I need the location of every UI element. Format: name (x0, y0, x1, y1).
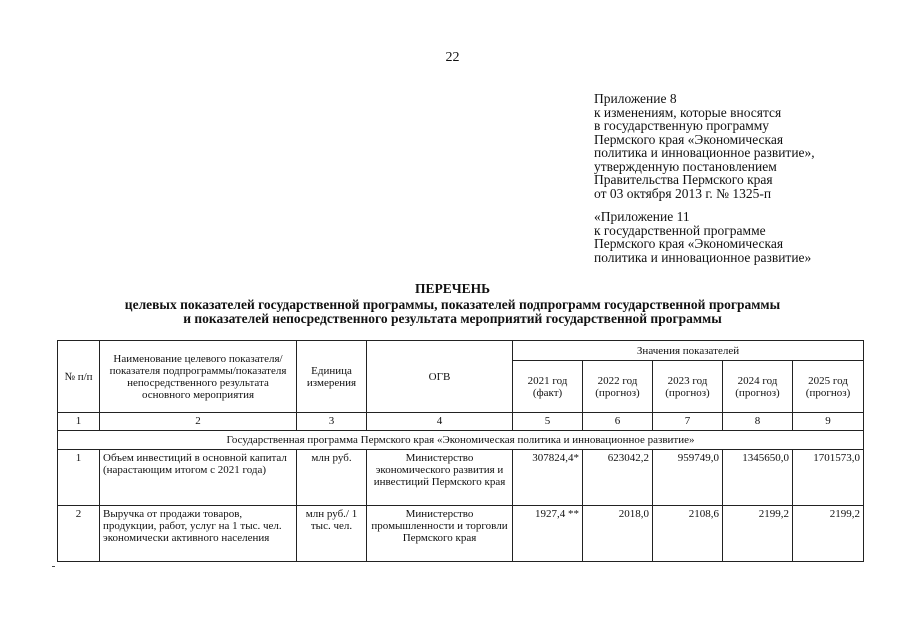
row-value: 1345650,0 (723, 450, 793, 506)
row-value: 623042,2 (583, 450, 653, 506)
header-num: № п/п (58, 341, 100, 413)
row-value: 2199,2 (793, 506, 864, 562)
header-year: 2021 год (факт) (513, 361, 583, 413)
header-year: 2025 год (прогноз) (793, 361, 864, 413)
header-ogv: ОГВ (367, 341, 513, 413)
section-title: Государственная программа Пермского края «Экономическая политика и инновационное развитие» (58, 431, 864, 450)
appendix-8-line: Пермского края «Экономическая (594, 131, 784, 147)
row-num: 1 (58, 450, 100, 506)
indicators-table (57, 340, 864, 562)
row-name: Объем инвестиций в основной капитал (нарастающим итогом с 2021 года) (100, 450, 297, 506)
column-number: 5 (513, 413, 583, 431)
row-name: Выручка от продажи товаров, продукции, работ, услуг на 1 тыс. чел. экономически активного населения (100, 506, 297, 562)
document-subtitle (0, 298, 905, 326)
row-num: 2 (58, 506, 100, 562)
appendix-8-line: Правительства Пермского края (594, 172, 773, 187)
row-value: 1927,4 ** (513, 506, 583, 562)
row-ogv: Министерство промышленности и торговли Пермского края (367, 506, 513, 562)
header-year: 2022 год (прогноз) (583, 361, 653, 413)
header-name: Наименование целевого показателя/показателя подпрограммы/показателя непосредственного результата основного мероприятия (100, 341, 297, 413)
appendix-11-block (594, 210, 811, 264)
row-unit: млн руб./ 1 тыс. чел. (297, 506, 367, 562)
subtitle-line: целевых показателей государственной программы, показателей подпрограмм государственной программы (124, 297, 781, 312)
appendix-11-line: политика и инновационное развитие» (594, 249, 812, 265)
appendix-8-line: политика и инновационное развитие», (594, 145, 815, 160)
appendix-11-line: Пермского края «Экономическая (594, 236, 784, 251)
header-values-group: Значения показателей (513, 341, 864, 361)
column-number: 3 (297, 413, 367, 431)
column-number: 4 (367, 413, 513, 431)
row-value: 2018,0 (583, 506, 653, 562)
scan-artifact (52, 566, 55, 567)
table-row (58, 450, 864, 506)
row-ogv: Министерство экономического развития и инвестиций Пермского края (367, 450, 513, 506)
appendix-8-block (594, 92, 815, 200)
header-year: 2023 год (прогноз) (653, 361, 723, 413)
appendix-8-line: Приложение 8 (594, 91, 677, 106)
table-row (58, 506, 864, 562)
column-number: 8 (723, 413, 793, 431)
indicators-table-wrap (57, 340, 863, 562)
section-row (58, 431, 864, 450)
appendix-11-line: к государственной программе (594, 222, 766, 238)
column-number: 6 (583, 413, 653, 431)
page-number: 22 (445, 50, 460, 65)
header-year: 2024 год (прогноз) (723, 361, 793, 413)
row-value: 1701573,0 (793, 450, 864, 506)
appendix-8-line: в государственную программу (594, 118, 770, 133)
appendix-8-line: от 03 октября 2013 г. № 1325-п (594, 185, 772, 201)
row-value: 959749,0 (653, 450, 723, 506)
column-number: 2 (100, 413, 297, 431)
subtitle-line: и показателей непосредственного результата мероприятий государственной программы (183, 311, 722, 326)
header-unit: Единица измерения (297, 341, 367, 413)
column-number-row (58, 413, 864, 431)
column-number: 7 (653, 413, 723, 431)
row-unit: млн руб. (297, 450, 367, 506)
row-value: 2199,2 (723, 506, 793, 562)
appendix-8-line: к изменениям, которые вносятся (594, 104, 782, 120)
row-value: 307824,4* (513, 450, 583, 506)
document-title: ПЕРЕЧЕНЬ (414, 281, 491, 296)
column-number: 9 (793, 413, 864, 431)
appendix-11-line: «Приложение 11 (594, 209, 690, 224)
column-number: 1 (58, 413, 100, 431)
appendix-8-line: утвержденную постановлением (594, 158, 777, 174)
row-value: 2108,6 (653, 506, 723, 562)
